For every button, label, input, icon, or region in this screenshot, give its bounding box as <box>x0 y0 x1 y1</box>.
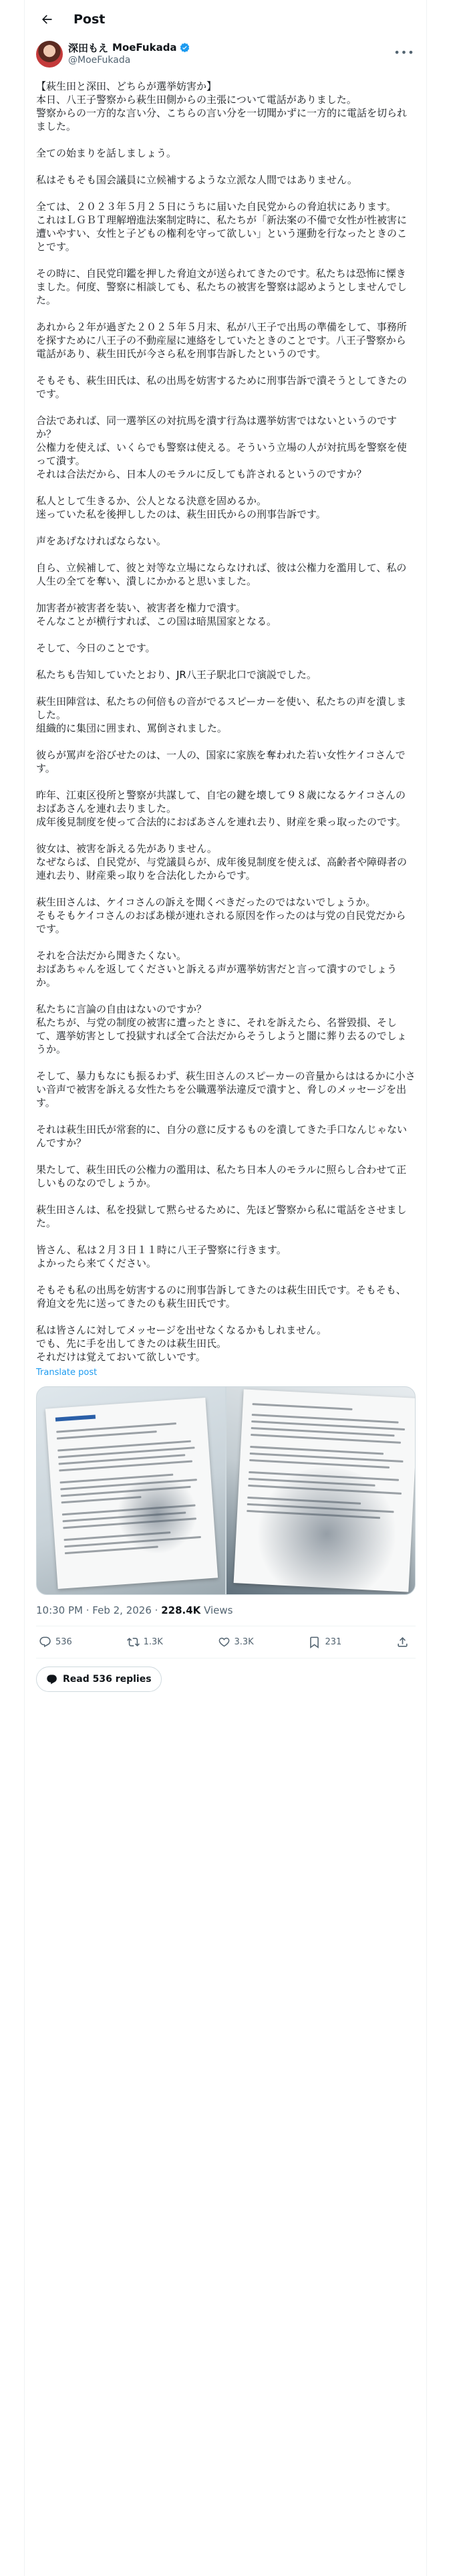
share-icon <box>396 1636 409 1648</box>
bookmark-button[interactable] <box>308 1636 341 1648</box>
reply-icon <box>39 1636 51 1648</box>
meta-separator: · <box>154 1604 162 1616</box>
like-count: 3.3K <box>234 1637 254 1647</box>
repost-button[interactable] <box>127 1636 163 1648</box>
author-info <box>68 41 190 66</box>
photo-1[interactable] <box>37 1387 225 1594</box>
text-line <box>253 1403 353 1410</box>
repost-count: 1.3K <box>143 1637 163 1647</box>
author-row <box>25 38 426 76</box>
repost-icon <box>127 1636 140 1648</box>
read-replies-label: Read 536 replies <box>63 1674 152 1685</box>
chat-bubble-icon <box>46 1674 57 1685</box>
post-meta <box>36 1595 416 1626</box>
post-text: 【萩生田と深田、どちらが選挙妨害か】 本日、八王子警察から萩生田側からの主張について電話がありました。 警察からの一方的な言い分、こちらの言い分を一切聞かずに一方的に電話を切られました。 全ての始まりを話しましょう。 私はそもそも国会議員に立候補するような立派な人間ではありません。 全ては、２０２３年５月２５日にうちに届いた自民党からの脅迫状にあります。 これはＬＧＢＴ理解増進法案制定時に、私たちが「新法案の不備で女性が性被害に遭いやすい、女性と子どもの権利を守って欲しい」という運動を行なったときのことです。 その時に、自民党印鑑を押した脅迫文が送られてきたのです。私たちは恐怖に慄きました。何度、警察に相談しても、私たちの被害を警察は認めようとしませんでした。 あれから２年が過ぎた２０２５年５月末、私が八王子で出馬の準備をして、事務所を探すために八王子の不動産屋に連絡をしていたときのことです。八王子警察から電話があり、萩生田氏が今さら私を刑事告訴したというのです。 そもそも、萩生田氏は、私の出馬を妨害するために刑事告訴で潰そうとしてきたのです。 合法であれば、同一選挙区の対抗馬を潰す行為は選挙妨害ではないというのですか？ 公権力を使えば、いくらでも警察は使える。そういう立場の人が対抗馬を警察を使って潰す。 それは合法だから、日本人のモラルに反しても許されるというのですか？ 私人として生きるか、公人となる決意を固めるか。 迷っていた私を後押ししたのは、萩生田氏からの刑事告訴です。 声をあげなければならない。 自ら、立候補して、彼と対等な立場にならなければ、彼は公権力を濫用して、私の人生の全てを奪い、潰しにかかると思いました。 加害者が被害者を装い、被害者を権力で潰す。 そんなことが横行すれば、この国は暗黒国家となる。 そして、今日のことです。 私たちも告知していたとおり、JR八王子駅北口で演説でした。 萩生田陣営は、私たちの何倍もの音がでるスピーカーを使い、私たちの声を潰しました。 組織的に集団に囲まれ、罵倒されました。 彼らが罵声を浴びせたのは、一人の、国家に家族を奪われた若い女性ケイコさんです。 昨年、江東区役所と警察が共謀して、自宅の鍵を壊して９８歳になるケイコさんのおばあさんを連れ去りました。 成年後見制度を使って合法的におばあさんを連れ去り、財産を乗っ取ったのです。 彼女は、被害を訴える先がありません。 なぜならば、自民党が、与党議員らが、成年後見制度を使えば、高齢者や障碍者の連れ去り、財産乗っ取りを合法化したからです。 萩生田さんは、ケイコさんの訴えを聞くべきだったのではないでしょうか。 そもそもケイコさんのおばあ様が連れされる原因を作ったのは与党の自民党だからです。 それを合法だから聞きたくない。 おばあちゃんを返してくださいと訴える声が選挙妨害だと言って潰すのでしょうか。 私たちに言論の自由はないのですか？ 私たちが、与党の制度の被害に遭ったときに、それを訴えたら、名誉毀損、そして、選挙妨害として投獄すれば全て合法だからそうしようと闇に葬り去るのでしょうか。 そして、暴力もなにも振るわず、萩生田さんのスピーカーの音量からははるかに小さい音声で被害を訴える女性たちを公職選挙法違反で潰すと、脅しのメッセージを出す。 それは萩生田氏が常套的に、自分の意に反するものを潰してきた手口なんじゃないんですか？ 果たして、萩生田氏の公権力の濫用は、私たち日本人のモラルに照らし合わせて正しいものなのでしょうか。 萩生田さんは、私を投獄して黙らせるために、先ほど警察から私に電話をさせました。 皆さん、私は２月３日１１時に八王子警察に行きます。 よかったら来てください。 そもそも私の出馬を妨害するのに刑事告訴してきたのは萩生田氏です。そもそも、脅迫文を先に送ってきたのも萩生田氏です。 私は皆さんに対してメッセージを出せなくなるかもしれません。 でも、先に手を出してきたのは萩生田氏。 それだけは覚えておいて欲しいです。 <box>36 80 416 1363</box>
name-row <box>68 41 190 54</box>
more-dots-icon: ••• <box>394 45 415 59</box>
action-bar <box>36 1626 416 1658</box>
bookmark-count: 231 <box>325 1637 342 1647</box>
top-bar <box>25 0 426 38</box>
bookmark-icon <box>308 1636 321 1648</box>
text-line <box>56 1422 176 1433</box>
more-options-button[interactable] <box>393 41 416 64</box>
avatar[interactable] <box>36 41 63 68</box>
view-count: 228.4K <box>161 1604 201 1616</box>
like-button[interactable] <box>218 1636 254 1648</box>
share-button[interactable] <box>396 1636 413 1648</box>
read-replies-button[interactable] <box>36 1667 162 1692</box>
translate-post-link[interactable]: Translate post <box>36 1368 98 1378</box>
reply-count: 536 <box>55 1637 72 1647</box>
author-handle[interactable]: @MoeFukada <box>68 55 131 66</box>
post-timestamp[interactable]: 10:30 PM · Feb 2, 2026 <box>36 1604 152 1616</box>
post-column <box>25 0 426 2576</box>
author-name[interactable]: 深田もえ <box>68 41 109 54</box>
views-label: Views <box>204 1604 233 1616</box>
back-button[interactable] <box>35 7 59 31</box>
back-arrow-icon <box>40 13 53 26</box>
media-grid <box>36 1386 416 1595</box>
verified-badge-icon <box>179 42 190 53</box>
right-gutter <box>426 0 451 2576</box>
page-title: Post <box>73 11 106 27</box>
heart-icon <box>218 1636 231 1648</box>
blur-overlay <box>253 1467 400 1594</box>
letterhead-mark <box>55 1415 96 1422</box>
photo-2[interactable] <box>227 1387 415 1594</box>
blur-overlay <box>117 1474 197 1554</box>
left-gutter <box>0 0 25 2576</box>
author-name-en[interactable]: MoeFukada <box>112 41 177 53</box>
reply-button[interactable] <box>39 1636 72 1648</box>
text-line <box>57 1430 157 1439</box>
